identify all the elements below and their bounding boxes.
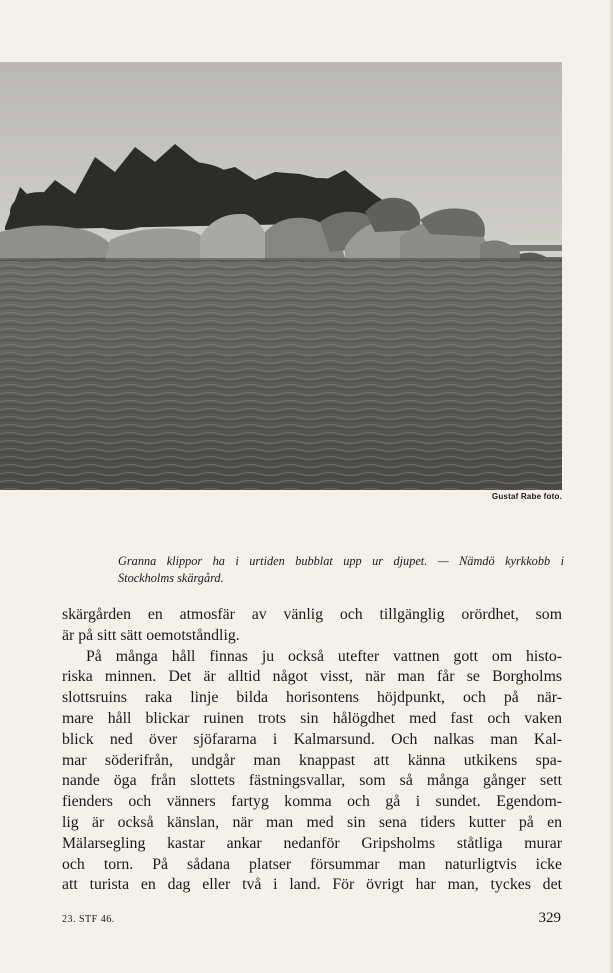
photo-island-icon: [0, 62, 562, 490]
footer-signature: 23. STF 46.: [62, 914, 115, 925]
body-line: riska minnen. Det är alltid något visst, när man får se Borgholms: [62, 668, 562, 686]
caption-line-2: Stockholms skärgård.: [118, 571, 224, 585]
photo-credit: Gustaf Rabe foto.: [491, 492, 562, 501]
body-line: På många håll finnas ju också utefter vattnen gott om histo-: [86, 647, 562, 665]
body-line: och torn. På sådana platser försummar man naturligtvis icke: [62, 855, 562, 873]
body-line: lig är också känslan, när man med sin sena tiders kutter på en: [62, 813, 562, 831]
body-line: att turista en dag eller två i land. För övrigt har man, tyckes det: [62, 876, 562, 894]
body-line: mar söderifrån, undgår man knappast att känna utkikens spa-: [62, 751, 562, 769]
caption-line-1: Granna klippor ha i urtiden bubblat upp ur djupet. — Nämdö kyrkkobb i: [118, 554, 564, 568]
body-line: Mälarsegling kastar ankar nedanför Gripsholms ståtliga murar: [62, 834, 562, 852]
body-line: slottsruins raka linje bilda horisontens höjdpunkt, och på när-: [62, 689, 562, 707]
body-line: mare håll blickar ruinen trots sin hålögdhet med fast och vaken: [62, 709, 562, 727]
body-line: är på sitt sätt oemotståndlig.: [62, 626, 240, 644]
body-line: skärgården en atmosfär av vänlig och tillgänglig orördhet, som: [62, 606, 562, 623]
body-text: [62, 605, 562, 896]
body-line: fienders och vänners fartyg komma och gå i sundet. Egendom-: [62, 793, 562, 811]
body-line: nande öga från slottets fästningsvallar, som så många gånger sett: [62, 772, 562, 790]
page-number: 329: [538, 910, 561, 926]
body-line: blick ned över sjöfararna i Kalmarsund. Och nalkas man Kal-: [62, 730, 562, 748]
photo-caption: [118, 553, 564, 587]
island-photo: [0, 62, 562, 490]
